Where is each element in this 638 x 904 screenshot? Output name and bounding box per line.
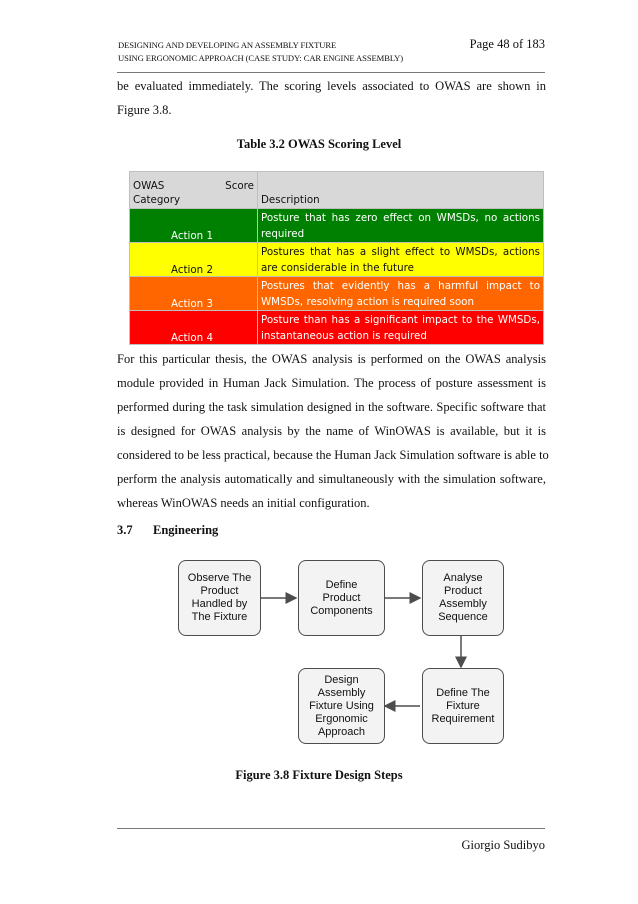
flow-step-design-fixture [298, 668, 385, 744]
flow-text: Product [200, 585, 239, 597]
section-number: 3.7 [117, 523, 133, 537]
body-line: considered to be less practical, because the Human Jack Simulation software is able to [117, 448, 549, 462]
page-number: Page 48 of 183 [469, 37, 545, 51]
flow-text: Fixture [446, 699, 480, 712]
flow-text: The Fixture [191, 611, 248, 623]
body-line: module provided in Human Jack Simulation. The process of posture assessment is [117, 376, 546, 390]
flow-step-define-components [298, 560, 385, 636]
header-title-line1: DESIGNING AND DEVELOPING AN ASSEMBLY FIXTURE [118, 40, 337, 50]
description-line: are considerable in the future [261, 262, 414, 274]
intro-line: be evaluated immediately. The scoring levels associated to OWAS are shown in [117, 79, 546, 93]
figure-caption: Figure 3.8 Fixture Design Steps [235, 768, 403, 782]
flow-text: Observe The [187, 572, 252, 584]
description-line: instantaneous action is required [261, 330, 427, 342]
header-category-label: Category [133, 194, 181, 206]
flow-text: Assembly [439, 598, 487, 610]
flow-text: Define [325, 578, 358, 591]
flow-text: Components [310, 604, 373, 617]
description-line: Posture that has zero effect on WMSDs, no actions [261, 212, 540, 224]
table-caption: Table 3.2 OWAS Scoring Level [236, 137, 402, 151]
flow-text: Sequence [438, 611, 488, 623]
body-line: performed during the task simulation designed in the software. Specific software that [117, 400, 546, 414]
flow-step-analyse-sequence [422, 560, 504, 636]
header-score-label: Score [225, 180, 254, 192]
description-line: WMSDs, resolving action is required soon [261, 296, 474, 308]
intro-line: Figure 3.8. [117, 103, 172, 117]
category-cell: Action 3 [130, 277, 258, 311]
flow-text: Product [444, 585, 482, 597]
flow-text: Requirement [431, 712, 495, 725]
description-line: Postures that has a slight effect to WMSDs, actions [261, 246, 540, 258]
category-cell: Action 1 [130, 209, 258, 243]
header-owas-label: OWAS [133, 180, 165, 192]
body-line: is designed for OWAS analysis by the name of WinOWAS is available, but it is [117, 424, 546, 438]
body-line: perform the analysis automatically and simultaneously with the simulation software, [117, 472, 546, 486]
flow-text: Design [324, 673, 359, 686]
category-cell: Action 2 [130, 243, 258, 277]
flow-text: Assembly [317, 686, 366, 699]
flow-text: Handled by [191, 598, 248, 610]
flow-text: Ergonomic [315, 712, 368, 725]
body-line: For this particular thesis, the OWAS analysis is performed on the OWAS analysis [117, 352, 546, 366]
description-line: Postures that evidently has a harmful impact to [261, 280, 540, 292]
flow-text: Define The [436, 686, 490, 699]
flow-text: Product [322, 591, 361, 604]
body-line: whereas WinOWAS needs an initial configuration. [117, 496, 370, 510]
description-line: required [261, 228, 305, 240]
flow-step-observe [178, 560, 261, 636]
category-cell: Action 4 [130, 311, 258, 345]
flow-text: Fixture Using [309, 699, 374, 712]
table-header-description: Description [258, 172, 544, 209]
header-title-line2: USING ERGONOMIC APPROACH (CASE STUDY: CAR ENGINE ASSEMBLY) [118, 53, 404, 63]
footer-author: Giorgio Sudibyo [461, 838, 545, 852]
footer-rule [117, 828, 545, 829]
flow-step-define-requirement [422, 668, 504, 744]
flow-text: Analyse [443, 572, 483, 584]
section-title: Engineering [153, 523, 219, 537]
description-line: Posture than has a significant impact to the WMSDs, [261, 314, 540, 326]
flow-text: Approach [317, 725, 366, 738]
